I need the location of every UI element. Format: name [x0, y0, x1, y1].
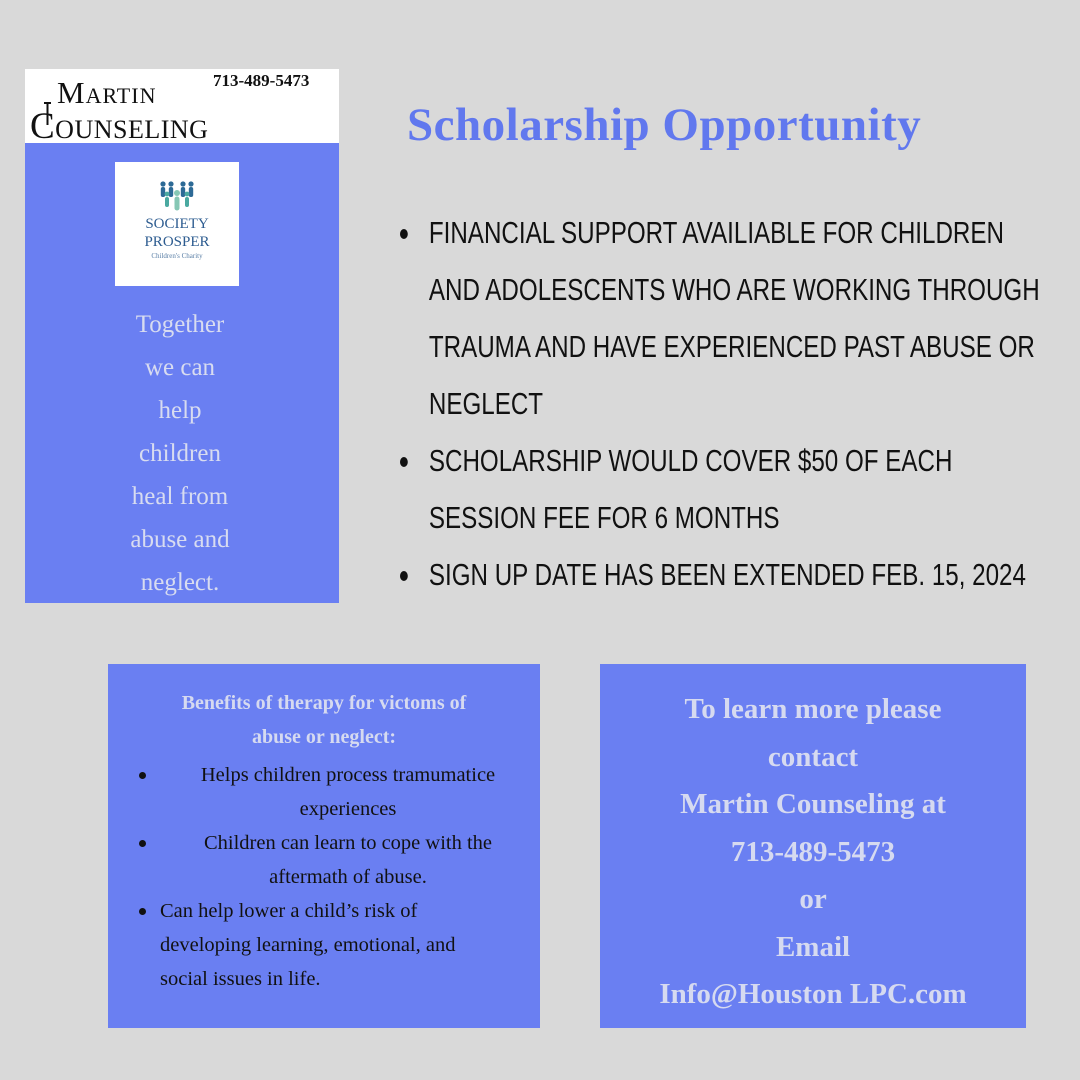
bullet-dot-icon	[139, 908, 146, 915]
benefits-panel	[108, 664, 540, 1028]
benefits-list	[136, 758, 536, 996]
society-subtitle: Children's Charity	[151, 252, 203, 260]
contact-line: or	[799, 883, 827, 915]
contact-text	[600, 686, 1026, 1019]
martin-counseling-logo	[25, 69, 339, 147]
tagline-line: help	[158, 397, 202, 424]
benefit-line: Helps children process tramumatice	[200, 764, 496, 786]
society-line1: SOCIETY	[145, 216, 209, 232]
contact-line: To learn more please	[684, 693, 942, 725]
logo-word-martin: Martin	[57, 75, 157, 110]
logo-word-counseling: Counseling	[30, 106, 209, 147]
benefit-item	[136, 758, 536, 826]
people-group-icon	[158, 180, 196, 212]
society-prosper-logo	[115, 162, 239, 286]
benefit-item	[136, 894, 536, 996]
tagline-line: abuse and	[130, 526, 230, 553]
benefit-item	[136, 826, 536, 894]
benefit-line: Children can learn to cope with the	[203, 832, 493, 854]
bullet-line: FINANCIAL SUPPORT AVAILIABLE FOR CHILDREN	[428, 215, 1004, 250]
society-line2: PROSPER	[144, 234, 210, 250]
bullet-item	[400, 546, 1049, 603]
bullet-dot-icon	[400, 229, 408, 239]
benefit-line: Can help lower a child’s risk of	[160, 900, 418, 922]
contact-email[interactable]: Info@Houston LPC.com	[659, 978, 967, 1010]
contact-line: Martin Counseling at	[680, 788, 946, 820]
bullet-item	[400, 204, 1049, 432]
bullet-line: SIGN UP DATE HAS BEEN EXTENDED FEB. 15, 2024	[428, 557, 1026, 592]
page-title: Scholarship Opportunity	[407, 99, 922, 151]
bullet-line: SCHOLARSHIP WOULD COVER $50 OF EACH	[428, 443, 953, 478]
bullet-line: SESSION FEE FOR 6 MONTHS	[428, 500, 780, 535]
contact-phone[interactable]: 713-489-5473	[730, 835, 896, 868]
tagline-line: neglect.	[140, 569, 220, 596]
bullet-line: TRAUMA AND HAVE EXPERIENCED PAST ABUSE OR	[428, 329, 1035, 364]
bullet-item	[400, 432, 1049, 546]
bullet-dot-icon	[400, 457, 408, 467]
benefits-heading	[108, 686, 540, 754]
bullet-line: NEGLECT	[428, 386, 544, 421]
bullet-dot-icon	[400, 571, 408, 581]
benefit-line: experiences	[299, 798, 397, 820]
tagline-line: children	[139, 440, 221, 467]
left-panel	[25, 69, 339, 603]
bullet-dot-icon	[139, 772, 146, 779]
tagline-line: heal from	[131, 483, 229, 510]
tagline	[105, 303, 255, 604]
contact-panel	[600, 664, 1026, 1028]
benefit-line: social issues in life.	[160, 968, 321, 990]
tagline-line: we can	[144, 354, 216, 381]
logo-phone: 713-489-5473	[213, 71, 310, 90]
benefits-heading-line: abuse or neglect:	[251, 726, 397, 748]
benefit-line: aftermath of abuse.	[269, 866, 427, 888]
contact-line: Email	[775, 930, 851, 963]
bullet-line: AND ADOLESCENTS WHO ARE WORKING THROUGH	[428, 272, 1040, 307]
benefit-line: developing learning, emotional, and	[160, 934, 456, 956]
tagline-line: Together	[135, 311, 225, 338]
bullet-dot-icon	[139, 840, 146, 847]
scholarship-bullets	[400, 204, 1040, 603]
contact-line: contact	[767, 740, 859, 773]
benefits-heading-line: Benefits of therapy for victoms of	[181, 692, 467, 714]
